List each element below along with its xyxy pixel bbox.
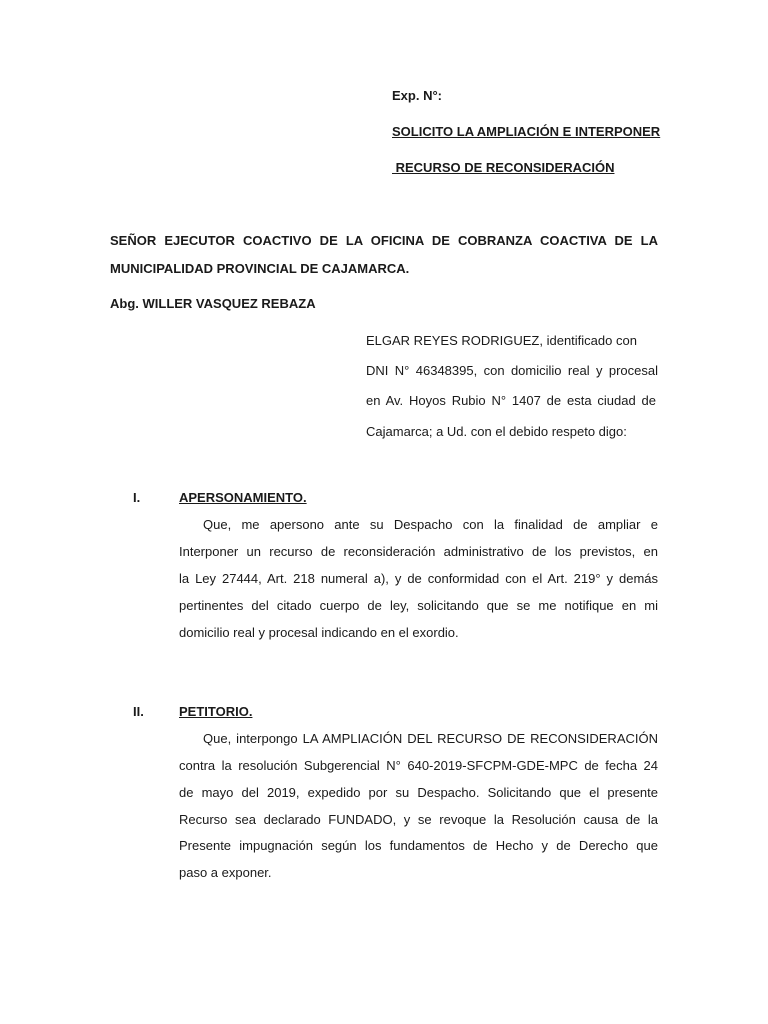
paragraph-line: Que, interpongo LA AMPLIACIÓN DEL RECURSO DE RECONSIDERACIÓN — [203, 731, 658, 746]
paragraph-line: Interponer un recurso de reconsideración administrativo de los previstos, en — [179, 544, 658, 559]
paragraph-line: domicilio real y procesal indicando en el exordio. — [179, 625, 459, 640]
attorney-name: Abg. WILLER VASQUEZ REBAZA — [110, 296, 316, 311]
paragraph-line: de mayo del 2019, expedido por su Despacho. Solicitando que el presente — [179, 785, 658, 800]
section-numeral: I. — [133, 490, 141, 505]
paragraph-line: Recurso sea declarado FUNDADO, y se revoque la Resolución causa de la — [179, 812, 658, 827]
section-title: PETITORIO. — [179, 704, 253, 719]
paragraph-line: Que, me apersono ante su Despacho con la finalidad de ampliar e — [203, 517, 658, 532]
section-numeral: II. — [133, 704, 144, 719]
paragraph-line: la Ley 27444, Art. 218 numeral a), y de conformidad con el Art. 219° y demás — [179, 571, 658, 586]
subject-line-1: SOLICITO LA AMPLIACIÓN E INTERPONER — [392, 124, 661, 139]
expediente-label: Exp. N°: — [392, 88, 442, 103]
intro-line: DNI N° 46348395, con domicilio real y procesal — [366, 363, 658, 378]
addressee-line-1: SEÑOR EJECUTOR COACTIVO DE LA OFICINA DE COBRANZA COACTIVA DE LA — [110, 233, 658, 248]
addressee-line-2: MUNICIPALIDAD PROVINCIAL DE CAJAMARCA. — [110, 261, 410, 276]
intro-line: ELGAR REYES RODRIGUEZ, identificado con — [366, 333, 637, 348]
intro-line: en Av. Hoyos Rubio N° 1407 de esta ciudad de — [366, 393, 656, 408]
paragraph-line: paso a exponer. — [179, 865, 272, 880]
subject-line-2: RECURSO DE RECONSIDERACIÓN — [392, 160, 615, 175]
paragraph-line: Presente impugnación según los fundamentos de Hecho y de Derecho que — [179, 838, 658, 853]
intro-line: Cajamarca; a Ud. con el debido respeto digo: — [366, 424, 627, 439]
paragraph-line: pertinentes del citado cuerpo de ley, solicitando que se me notifique en mi — [179, 598, 658, 613]
section-title: APERSONAMIENTO. — [179, 490, 307, 505]
paragraph-line: contra la resolución Subgerencial N° 640-2019-SFCPM-GDE-MPC de fecha 24 — [179, 758, 658, 773]
